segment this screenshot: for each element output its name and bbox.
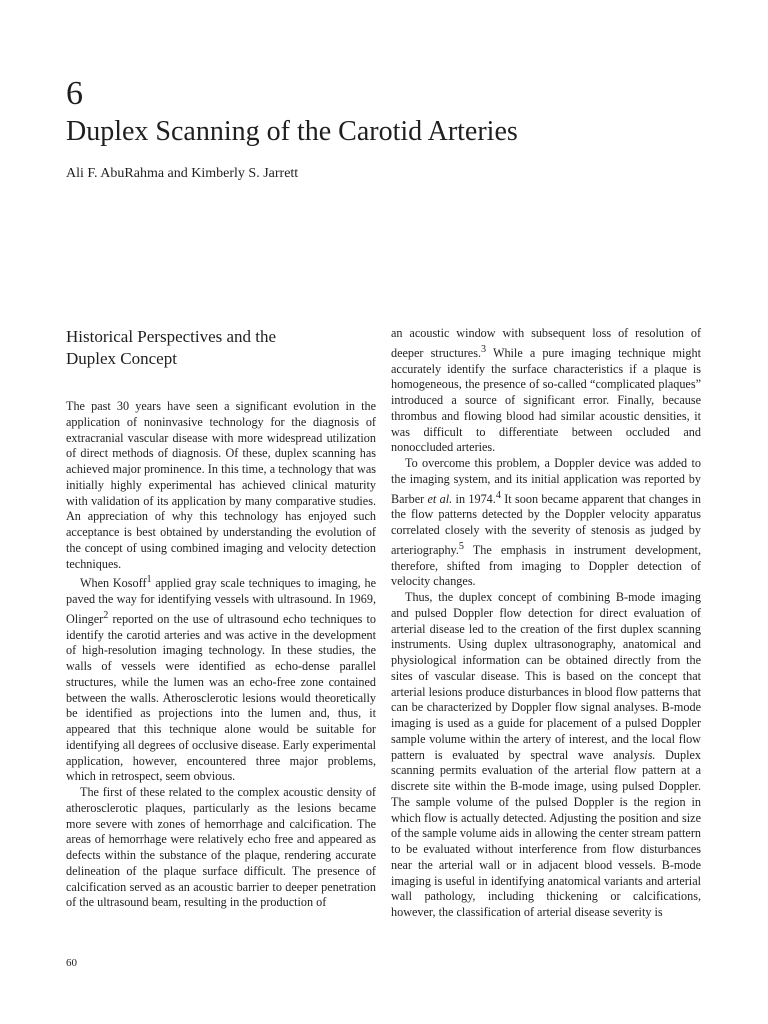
paragraph: [66, 572, 376, 785]
text-run: in 1974.: [452, 491, 496, 506]
text-run: It soon became apparent that changes in the flow patterns detected by the Doppler velocity apparatus correlated closely with the severity of stenosis as judged by arteriography.: [391, 491, 701, 557]
chapter-title: Duplex Scanning of the Carotid Arteries: [66, 116, 518, 147]
paragraph: [391, 456, 701, 590]
paragraph: [391, 326, 701, 456]
right-column: [391, 326, 701, 921]
text-run: Thus, the duplex concept of combining B-mode imaging and pulsed Doppler flow detection for direct evaluation of arterial disease led to the creation of the first duplex scanning instruments. Using duplex ultrasonography, anatomical and physiological information can be obtained directly from the sites of vascular disease. This is based on the concept that arterial lesions produce disturbances in blood flow patterns that can be characterized by Doppler flow signal analyses. B-mode imaging is used as a guide for placement of a pulsed Doppler sample volume within the artery of interest, and the local flow pattern is evaluated by spectral wave analy: [391, 590, 701, 762]
text-run: The emphasis in instrument development, therefore, shifted from imaging to Doppler detection of velocity changes.: [391, 542, 701, 589]
text-run: applied gray scale techniques to imaging, he paved the way for identifying vessels with ultrasound. In 1969, Olinger: [66, 576, 376, 626]
text-run: Duplex scanning permits evaluation of the arterial flow pattern at a discrete site within the B-mode image, using pulsed Doppler. The sample volume of the pulsed Doppler is the region in which flow is actually detected. Adjusting the position and size of the sample volume aids in allowing the center stream pattern to be evaluated without interference from flow disturbances near the arterial wall or in adjacent blood vessels. B-mode imaging is useful in identifying anatomical variants and arterial wall pathology, including thickening or calcifications, however, the classification of arterial disease severity is: [391, 747, 701, 920]
citation-ref: 3: [481, 343, 487, 355]
citation-ref: 2: [103, 609, 109, 621]
left-column: [66, 326, 376, 911]
chapter-authors: Ali F. AbuRahma and Kimberly S. Jarrett: [66, 166, 299, 181]
text-run: To overcome this problem, a Doppler device was added to the imaging system, and its initial application was reported by Barber: [391, 456, 701, 506]
text-run: reported on the use of ultrasound echo techniques to identify the carotid arteries and was active in the development of high-resolution imaging technology. In these studies, the walls of vessels were identified as echo-dense parallel structures, while the lumen was an echo-free zone contained between the walls. Atherosclerotic lesions would theoretically be identified as projections into the lumen and, thus, it appeared that this technique alone would be suitable for identifying all degrees of occlusive disease. Early experimental application, however, encountered three major problems, which in retrospect, seem obvious.: [66, 611, 376, 784]
citation-ref: 1: [146, 574, 152, 586]
italic-run: sis.: [639, 747, 656, 762]
page-number: 60: [66, 957, 77, 969]
paragraph: The first of these related to the complex acoustic density of atherosclerotic plaques, particularly as the lesions became more severe with zones of hemorrhage and calcification. The areas of hemorrhage were relatively echo free and appeared as defects within the substance of the plaque, rendering accurate delineation of the plaque surface difficult. The presence of calcification served as an acoustic barrier to deeper penetration of the ultrasound beam, resulting in the production of: [66, 785, 376, 910]
text-run: an acoustic window with subsequent loss of resolution of deeper structures.: [391, 326, 701, 360]
citation-ref: 4: [495, 489, 501, 501]
section-heading-line2: Duplex Concept: [66, 349, 177, 368]
text-run: While a pure imaging technique might accurately identify the surface characteristics if a plaque is homogeneous, the presence of so-called “complicated plaques” introduced a source of significant error. Finally, because thrombus and flowing blood had similar acoustic densities, it was difficult to differentiate between occluded and nonoccluded arteries.: [391, 345, 701, 455]
citation-ref: 5: [458, 540, 464, 552]
section-heading-line1: Historical Perspectives and the: [66, 327, 277, 346]
text-run: When Kosoff: [80, 576, 147, 591]
paragraph: The past 30 years have seen a significant evolution in the application of noninvasive technology for the diagnosis of extracranial vascular disease with more widespread utilization of direct methods of diagnosis. Of these, duplex scanning has achieved major prominence. In this time, a technology that was initially highly experimental has achieved clinical maturity with validation of its application by many comparative studies. An appreciation of why this technology has enjoyed such acceptance is best obtained by understanding the evolution of the concept of using combined imaging and velocity detection techniques.: [66, 399, 376, 571]
italic-run: et al.: [427, 491, 453, 506]
section-heading: [66, 326, 376, 370]
chapter-number: 6: [66, 75, 83, 112]
paragraph: [391, 590, 701, 921]
